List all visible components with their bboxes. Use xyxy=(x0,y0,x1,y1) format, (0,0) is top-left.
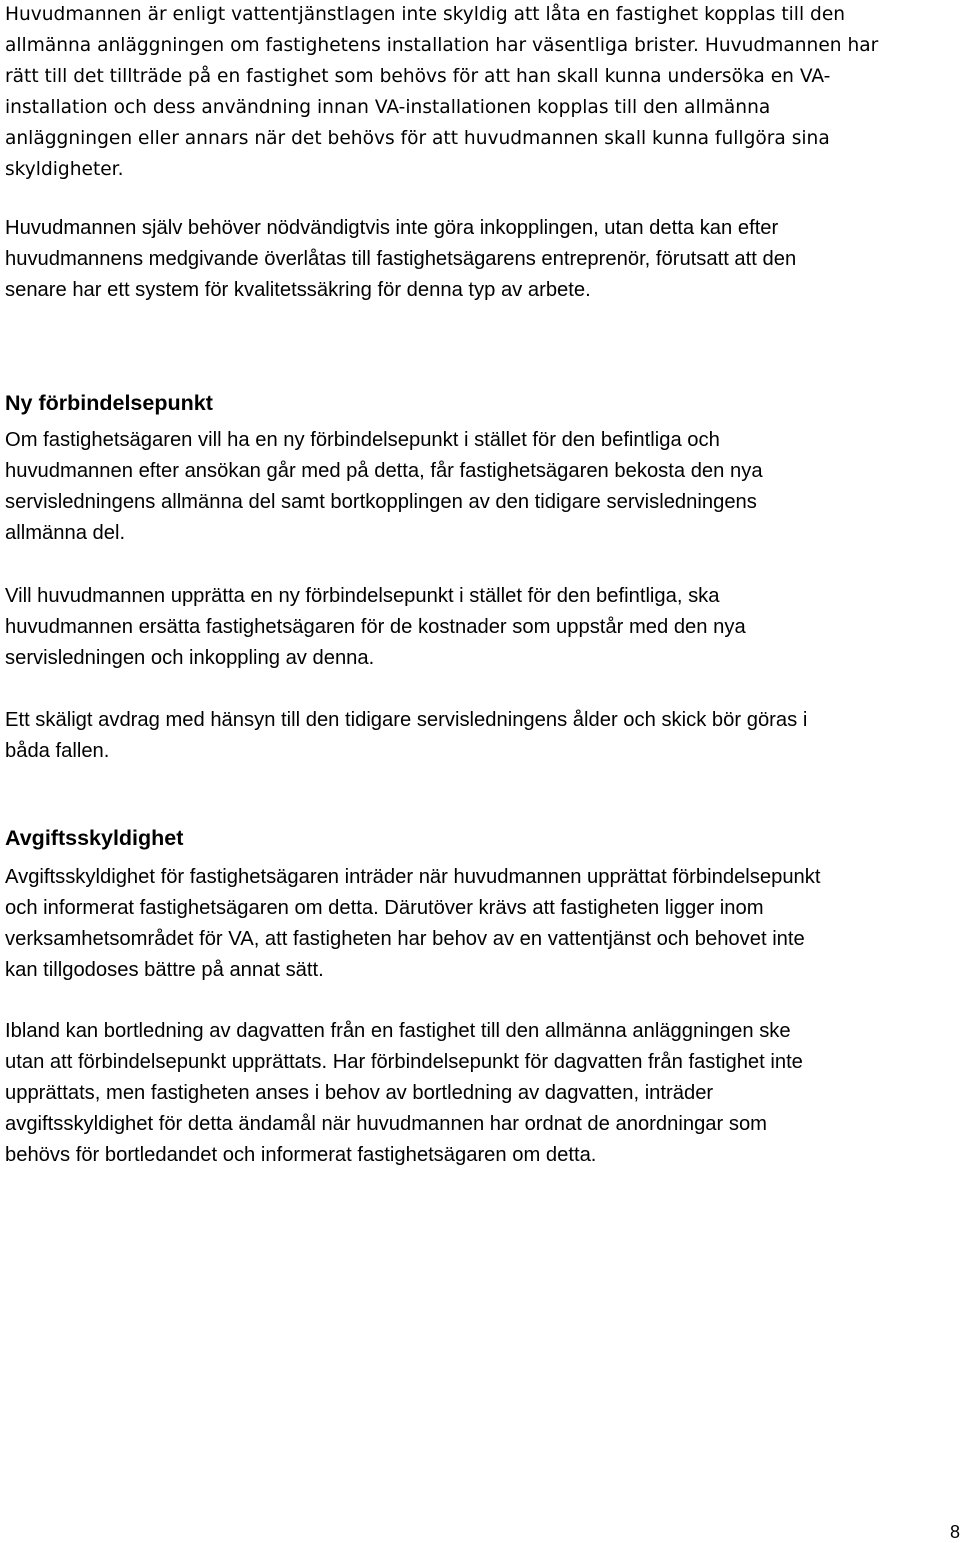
fee-liability-paragraph-2: Ibland kan bortledning av dagvatten från en fastighet till den allmänna anläggningen ske utan att förbindelsepunkt upprättats. Har förbindelsepunkt för dagvatten från fastighet inte upprättats, men fastigheten anses i behov av bortledning av dagvatten, inträder avgiftsskyldighet för detta ändamål när huvudmannen har ordnat de anordningar som behövs för bortledandet och informerat fastighetsägaren om detta. xyxy=(5,1020,803,1166)
new-connection-paragraph-3: Ett skäligt avdrag med hänsyn till den tidigare servisledningens ålder och skick bör göras i båda fallen. xyxy=(5,709,808,762)
connection-paragraph: Huvudmannen själv behöver nödvändigtvis inte göra inkopplingen, utan detta kan efter huvudmannens medgivande överlåtas till fastighetsägarens entreprenör, förutsatt att den senare har ett system för kvalitetssäkring för denna typ av arbete. xyxy=(5,217,797,301)
new-connection-paragraph-2: Vill huvudmannen upprätta en ny förbindelsepunkt i stället för den befintliga, ska huvudmannen ersätta fastighetsägaren för de kostnader som uppstår med den nya servisledningen och inkoppling av denna. xyxy=(5,585,746,669)
fee-liability-heading: Avgiftsskyldighet xyxy=(5,826,184,850)
fee-liability-paragraph-1: Avgiftsskyldighet för fastighetsägaren inträder när huvudmannen upprättat förbindelsepunkt och informerat fastighetsägaren om detta. Därutöver krävs att fastigheten ligger inom verksamhetsområdet för VA, att fastigheten har behov av en vattentjänst och behovet inte kan tillgodoses bättre på annat sätt. xyxy=(5,866,821,981)
intro-paragraph: Huvudmannen är enligt vattentjänstlagen inte skyldig att låta en fastighet kopplas till den allmänna anläggningen om fastighetens installation har väsentliga brister. Huvudmannen har rätt till det tillträde på en fastighet som behövs för att han skall kunna undersöka en VA- installation och dess användning innan VA-installationen kopplas till den allmänna anläggningen eller annars när det behövs för att huvudmannen skall kunna fullgöra sina skyldigheter. xyxy=(5,4,879,180)
new-connection-heading: Ny förbindelsepunkt xyxy=(5,391,213,415)
page-number: 8 xyxy=(949,1522,960,1542)
new-connection-paragraph-1: Om fastighetsägaren vill ha en ny förbindelsepunkt i stället för den befintliga och huvudmannen efter ansökan går med på detta, får fastighetsägaren bekosta den nya servisledningens allmänna del samt bortkopplingen av den tidigare servisledningens allmänna del. xyxy=(5,429,763,544)
